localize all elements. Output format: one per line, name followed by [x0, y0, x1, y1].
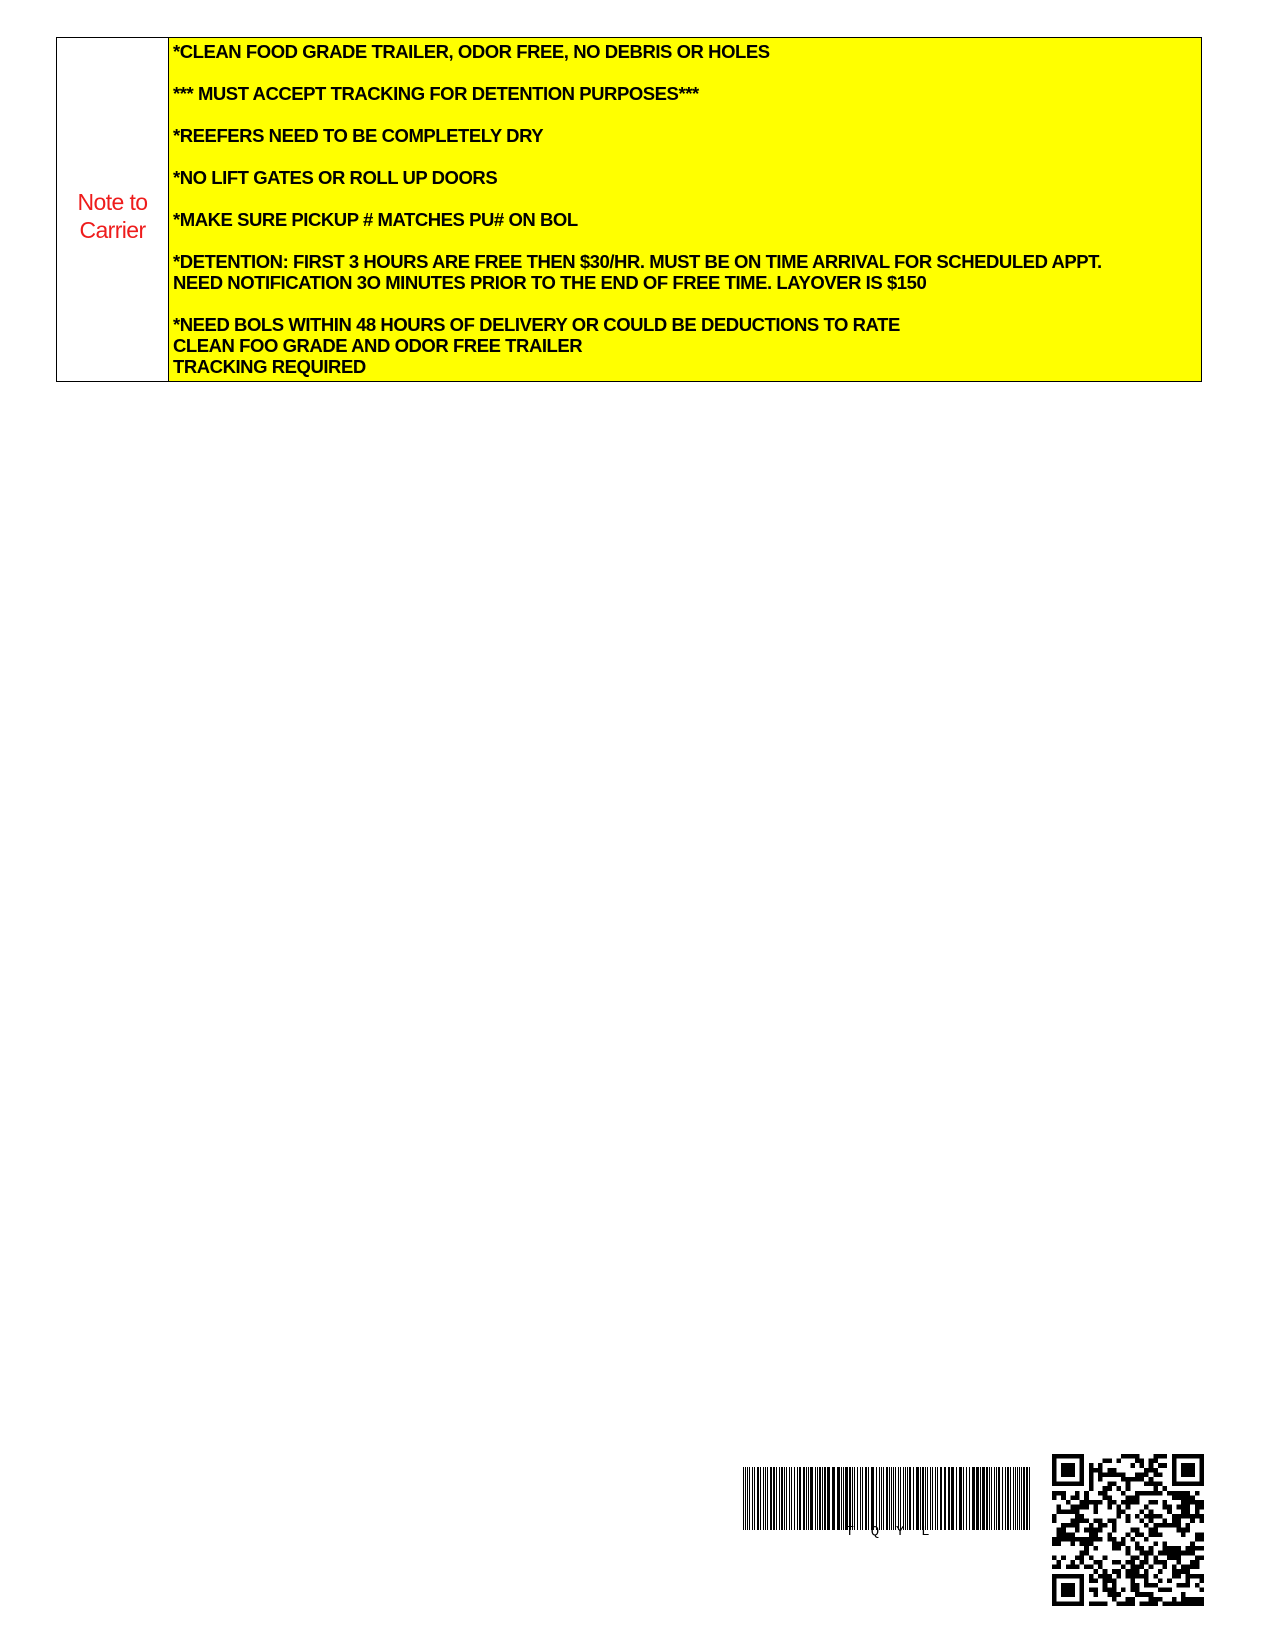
- note-line: *NEED BOLS WITHIN 48 HOURS OF DELIVERY OR COULD BE DEDUCTIONS TO RATE: [173, 314, 900, 335]
- barcode-image: [743, 1467, 1032, 1530]
- note-item: [173, 314, 1201, 377]
- note-line: *MAKE SURE PICKUP # MATCHES PU# ON BOL: [173, 209, 578, 230]
- note-line: *** MUST ACCEPT TRACKING FOR DETENTION PURPOSES***: [173, 83, 699, 104]
- note-item: [173, 251, 1201, 293]
- note-item: [173, 167, 1201, 188]
- barcode-caption: T Q Y L: [845, 1524, 930, 1540]
- note-line: *DETENTION: FIRST 3 HOURS ARE FREE THEN $30/HR. MUST BE ON TIME ARRIVAL FOR SCHEDULED APPT.: [173, 251, 1102, 272]
- label-line-1: Note to: [77, 188, 148, 215]
- label-line-2: Carrier: [79, 216, 146, 243]
- note-item: [173, 83, 1201, 104]
- note-line: *NO LIFT GATES OR ROLL UP DOORS: [173, 167, 498, 188]
- note-line: CLEAN FOO GRADE AND ODOR FREE TRAILER: [173, 335, 583, 356]
- note-to-carrier-label: [78, 188, 148, 244]
- note-line: *CLEAN FOOD GRADE TRAILER, ODOR FREE, NO DEBRIS OR HOLES: [173, 41, 770, 62]
- note-item: [173, 125, 1201, 146]
- note-label-cell: [57, 38, 169, 381]
- note-item: [173, 41, 1201, 62]
- note-line: *REEFERS NEED TO BE COMPLETELY DRY: [173, 125, 544, 146]
- qr-code-image: [1052, 1454, 1204, 1606]
- note-to-carrier-box: [56, 37, 1202, 382]
- note-line: NEED NOTIFICATION 3O MINUTES PRIOR TO THE END OF FREE TIME. LAYOVER IS $150: [173, 272, 927, 293]
- carrier-notes: [169, 38, 1201, 381]
- note-item: [173, 209, 1201, 230]
- note-line: TRACKING REQUIRED: [173, 356, 366, 377]
